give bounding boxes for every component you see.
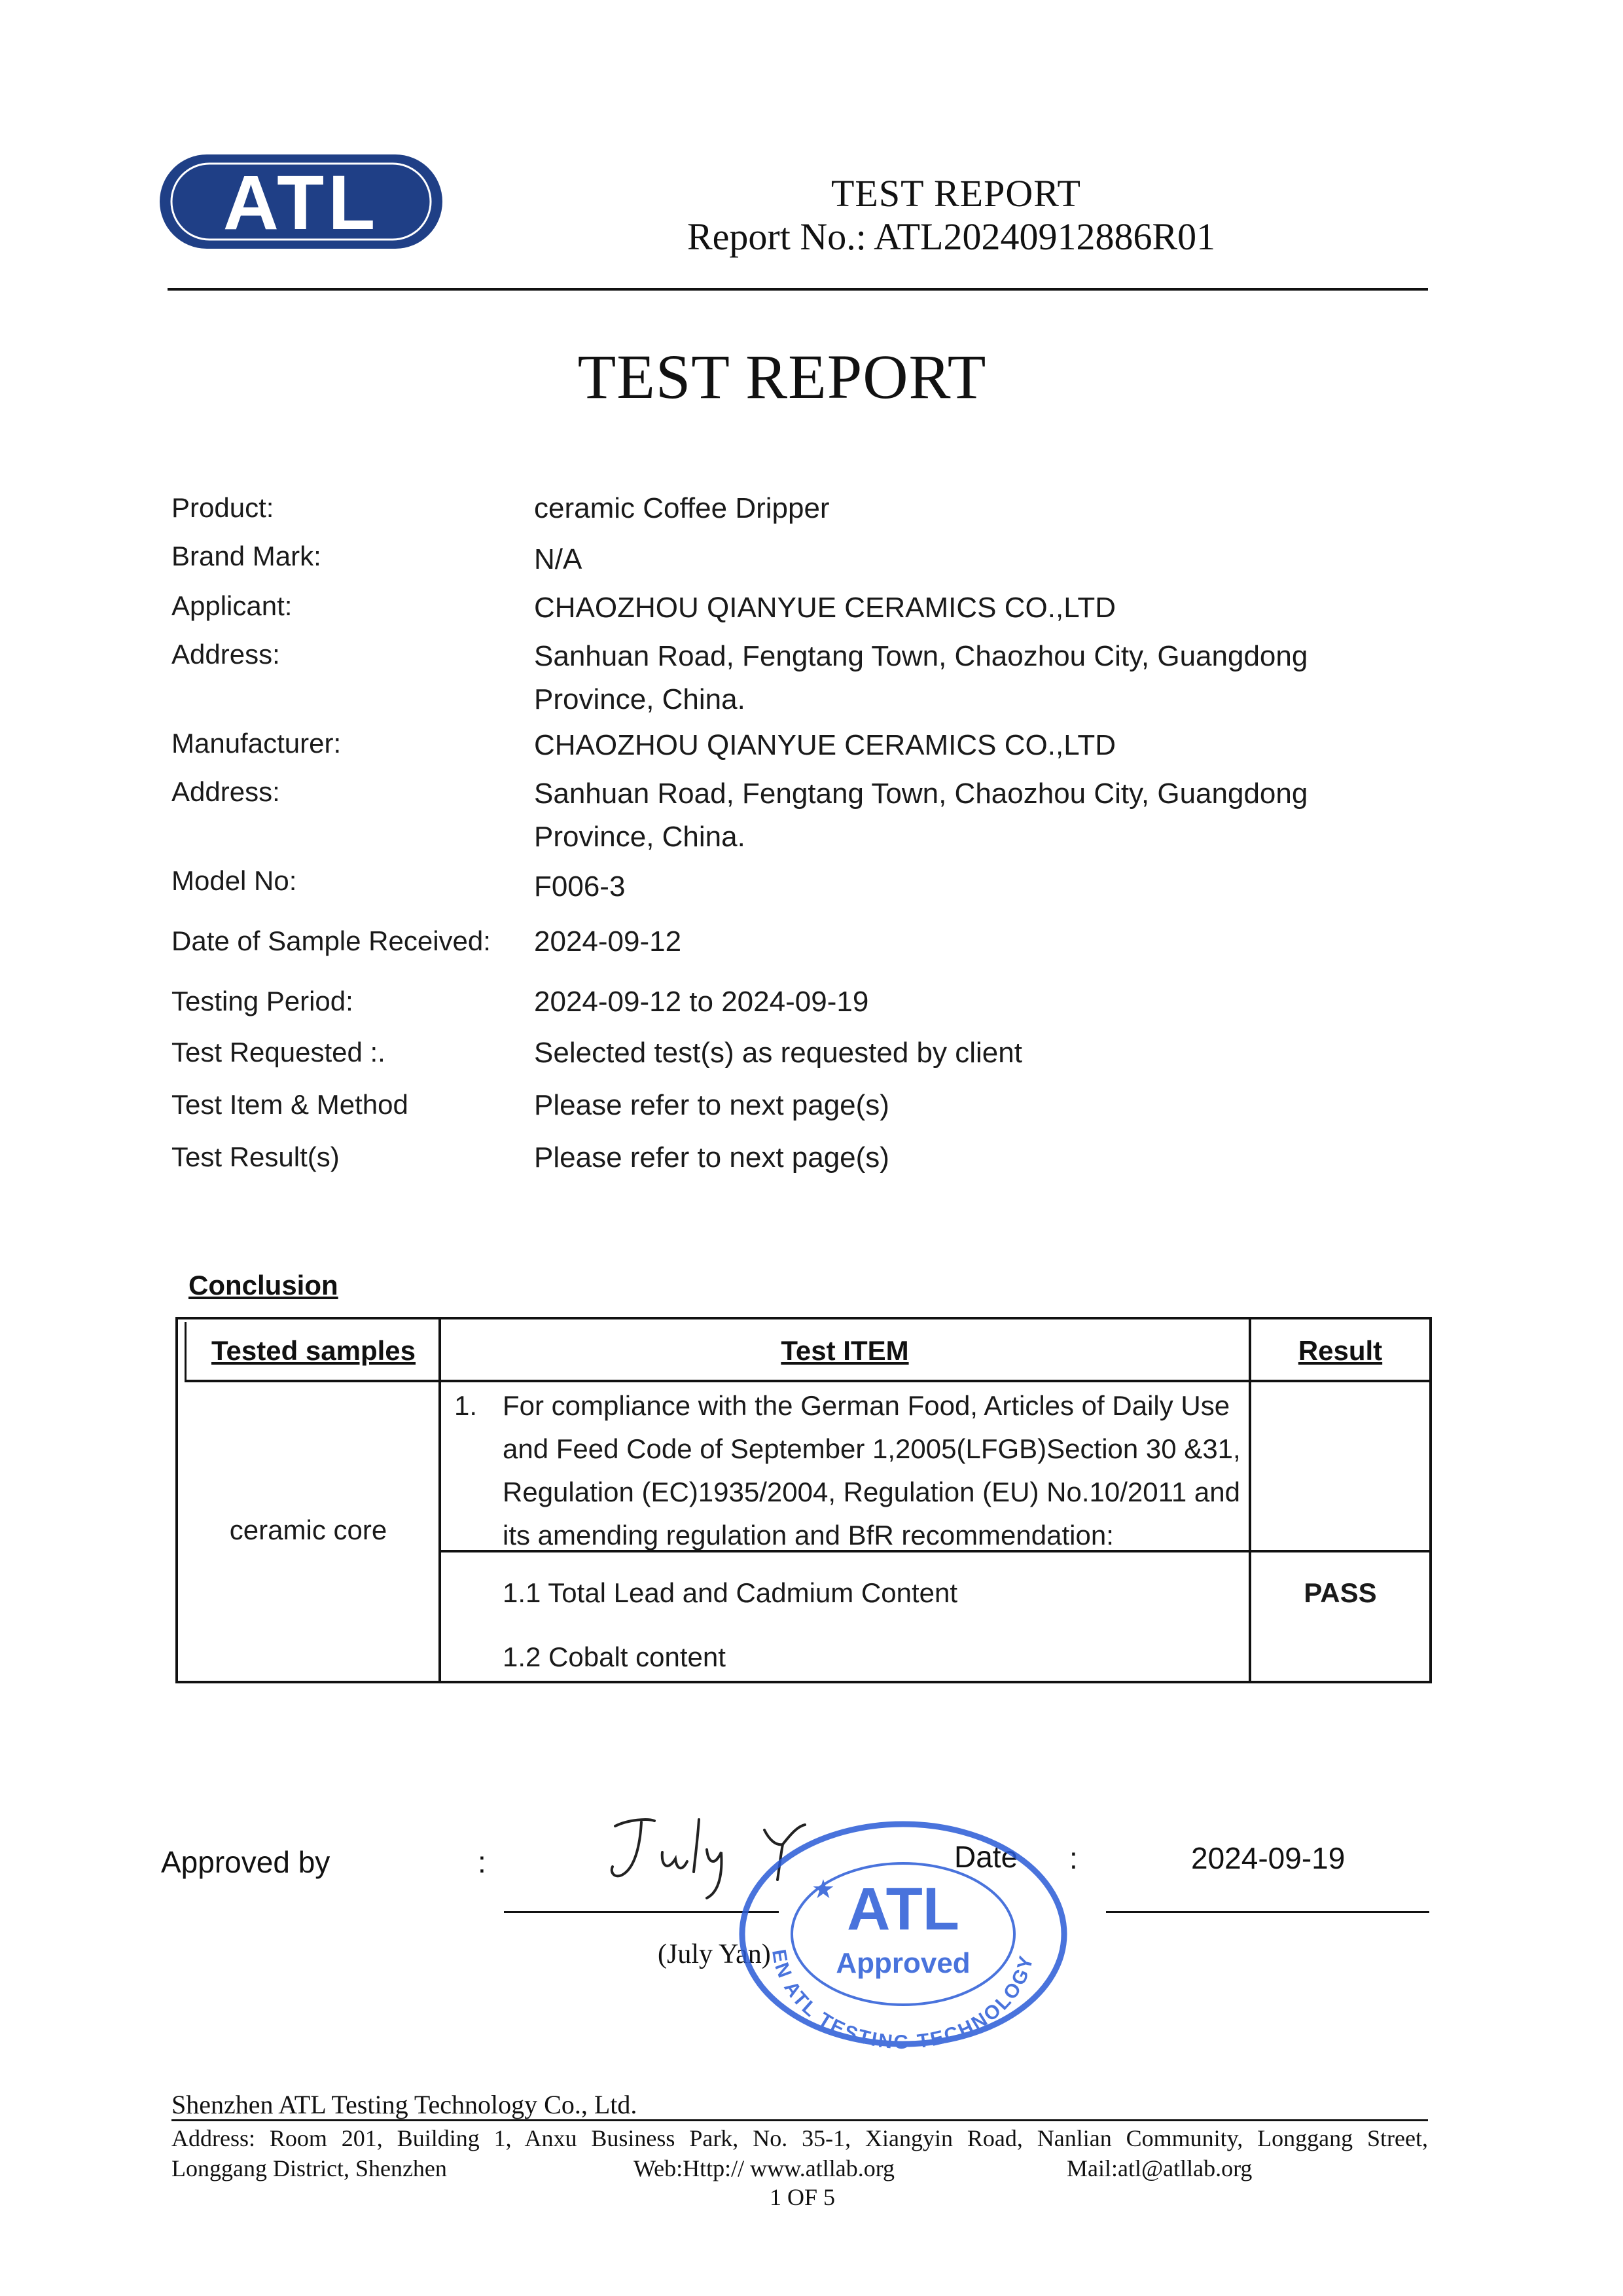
header-title: TEST REPORT	[831, 172, 1081, 215]
page-number: 1 OF 5	[770, 2184, 836, 2210]
stamp-approved-text: Approved	[836, 1947, 971, 1979]
info-label-testing-period: Testing Period:	[171, 986, 353, 1016]
stamp-ring-text: EN ATL TESTING TECHNOLOGY	[768, 1948, 1038, 2054]
page-title: TEST REPORT	[577, 342, 987, 412]
sub-item: 1.2 Cobalt content	[503, 1641, 726, 1672]
info-value-address-line2: Province, China.	[534, 821, 745, 853]
info-value-test-method: Please refer to next page(s)	[534, 1089, 889, 1121]
header-result: Result	[1298, 1335, 1383, 1366]
table-border-bottom	[175, 1681, 1432, 1683]
conclusion-table	[175, 1317, 1432, 1683]
info-value-testing-period: 2024-09-12 to 2024-09-19	[534, 986, 869, 1018]
item-number: 1.	[454, 1390, 478, 1421]
sub-item: 1.1 Total Lead and Cadmium Content	[503, 1577, 958, 1608]
header-test-item: Test ITEM	[781, 1335, 909, 1366]
table-border-top	[175, 1317, 1432, 1319]
approved-by-label: Approved by	[161, 1845, 330, 1879]
info-value-test-results: Please refer to next page(s)	[534, 1141, 889, 1174]
stamp-center-text: ATL	[846, 1876, 960, 1943]
info-value-test-requested: Selected test(s) as requested by client	[534, 1037, 1022, 1069]
info-value-product: ceramic Coffee Dripper	[534, 492, 830, 524]
report-number: Report No.: ATL20240912886R01	[687, 215, 1216, 258]
item-line: its amending regulation and BfR recommendation:	[503, 1520, 1114, 1551]
footer-company: Shenzhen ATL Testing Technology Co., Ltd.	[171, 2090, 637, 2119]
info-value-address-line2: Province, China.	[534, 683, 745, 715]
footer-address-line1: Address: Room 201, Building 1, Anxu Business Park, No. 35-1, Xiangyin Road, Nanlian Community, Longgang Street,	[171, 2125, 1428, 2151]
result-pass: PASS	[1304, 1577, 1377, 1608]
tested-sample: ceramic core	[229, 1515, 387, 1545]
atl-logo	[157, 152, 445, 251]
table-header-divider	[185, 1380, 1432, 1382]
info-value-address: Sanhuan Road, Fengtang Town, Chaozhou City, Guangdong	[534, 778, 1308, 810]
footer-divider	[171, 2119, 1428, 2121]
footer-web-link[interactable]: Web:Http:// www.atllab.org	[633, 2155, 895, 2181]
date-colon: :	[1069, 1841, 1078, 1875]
logo-text: ATL	[223, 160, 380, 246]
table-border-right	[1429, 1317, 1432, 1683]
table-col-divider-2	[1249, 1317, 1251, 1683]
approval-date: 2024-09-19	[1191, 1841, 1346, 1875]
item-line: Regulation (EC)1935/2004, Regulation (EU) No.10/2011 and	[503, 1477, 1240, 1507]
info-label-manufacturer: Manufacturer:	[171, 728, 342, 759]
info-label-model: Model No:	[171, 865, 297, 896]
info-label-test-method: Test Item & Method	[171, 1089, 408, 1120]
stamp-star-icon: ★	[812, 1874, 835, 1905]
item-line: and Feed Code of September 1,2005(LFGB)Section 30 &31,	[503, 1433, 1241, 1464]
date-label: Date	[954, 1840, 1018, 1874]
footer-mail-link[interactable]: Mail:atl@atllab.org	[1067, 2155, 1253, 2181]
info-value-model: F006-3	[534, 870, 626, 903]
conclusion-heading: Conclusion	[188, 1270, 338, 1300]
info-value-applicant: CHAOZHOU QIANYUE CERAMICS CO.,LTD	[534, 592, 1116, 624]
table-border-left	[175, 1317, 178, 1683]
info-label-address: Address:	[171, 639, 280, 670]
table-inner-left-rule	[185, 1322, 187, 1381]
approved-stamp	[733, 1813, 1073, 2055]
header-divider	[168, 288, 1428, 291]
header-tested-samples: Tested samples	[211, 1335, 416, 1366]
info-value-brand: N/A	[534, 543, 582, 575]
info-value-sample-date: 2024-09-12	[534, 925, 682, 958]
info-label-brand: Brand Mark:	[171, 541, 321, 571]
footer-address-line2: Longgang District, Shenzhen	[171, 2155, 447, 2181]
info-label-applicant: Applicant:	[171, 590, 293, 621]
approved-by-colon: :	[478, 1845, 486, 1879]
info-label-test-results: Test Result(s)	[171, 1141, 340, 1172]
info-value-address: Sanhuan Road, Fengtang Town, Chaozhou City, Guangdong	[534, 640, 1308, 672]
info-label-sample-date: Date of Sample Received:	[171, 925, 491, 956]
item-line: For compliance with the German Food, Articles of Daily Use	[503, 1390, 1230, 1421]
date-line	[1106, 1911, 1429, 1913]
signer-name: (July Yan)	[658, 1939, 771, 1969]
info-value-manufacturer: CHAOZHOU QIANYUE CERAMICS CO.,LTD	[534, 729, 1116, 761]
info-label-product: Product:	[171, 492, 274, 523]
info-label-test-requested: Test Requested :.	[171, 1037, 385, 1067]
table-col-divider-1	[438, 1317, 441, 1683]
info-label-address: Address:	[171, 776, 280, 807]
